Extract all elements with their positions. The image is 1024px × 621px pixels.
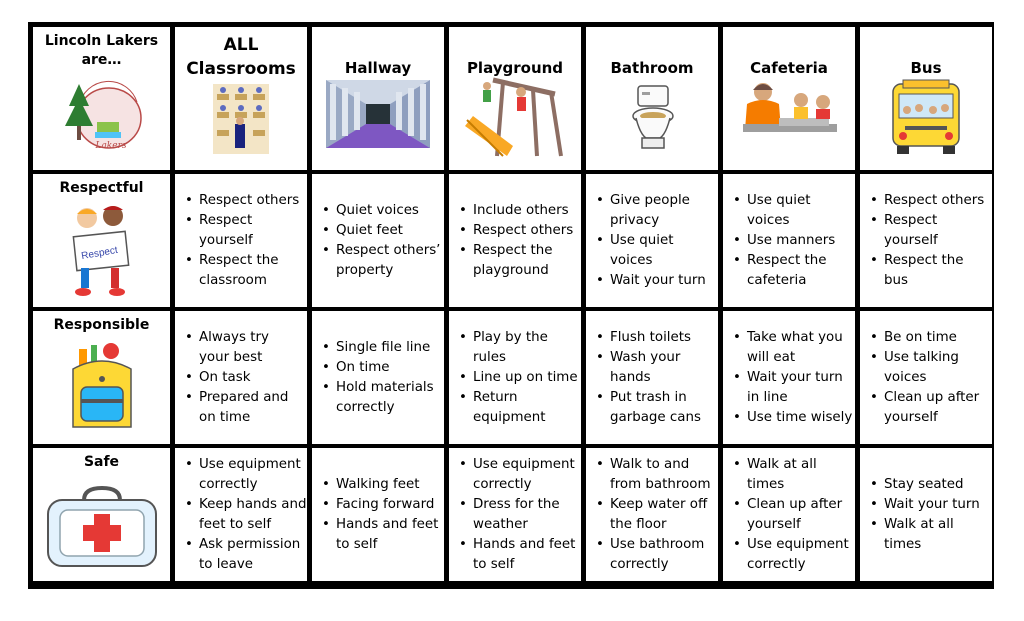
expectation-item: • Dress for the: [459, 495, 579, 515]
cell-safe-bathroom: [586, 448, 718, 581]
expectation-item-continuation: property: [336, 262, 394, 278]
expectation-item: • Facing forward: [322, 495, 442, 515]
expectation-item-continuation: correctly: [336, 399, 395, 415]
expectation-item-continuation: yourself: [199, 232, 253, 248]
expectation-item-continuation: will eat: [747, 349, 796, 365]
expectation-list: [185, 328, 305, 428]
expectation-item-continuation: cafeteria: [747, 272, 807, 288]
expectation-item: • Respect: [185, 211, 305, 231]
col-header-bus: [860, 27, 992, 170]
cell-respectful-hallway: [312, 174, 444, 307]
expectation-item: • Respect the: [733, 251, 853, 271]
cell-responsible-hallway: [312, 311, 444, 444]
expectation-item-continuation: correctly: [747, 556, 806, 572]
expectation-item: • Keep hands and: [185, 495, 305, 515]
svg-text:Lakers: Lakers: [94, 141, 127, 151]
expectation-item: • Use equipment: [185, 455, 305, 475]
expectation-item-continuation: hands: [610, 369, 651, 385]
expectation-item-continuation: garbage cans: [610, 409, 701, 425]
expectation-item-continuation: to leave: [199, 556, 254, 572]
expectation-list: [185, 455, 305, 575]
lincoln-elementary-logo-icon: [59, 76, 145, 156]
playground-icon: [463, 76, 567, 162]
expectation-item: • Respect others: [185, 191, 305, 211]
expectation-item: • Line up on time: [459, 368, 579, 388]
expectation-list: [870, 475, 990, 555]
expectation-item-continuation: yourself: [884, 232, 938, 248]
expectation-item: • Flush toilets: [596, 328, 716, 348]
expectation-item: • On task: [185, 368, 305, 388]
cell-responsible-bus: [860, 311, 992, 444]
expectation-item: • Respect the: [459, 241, 579, 261]
col-header-label: [186, 33, 296, 81]
cell-safe-playground: [449, 448, 581, 581]
expectation-item: • Give people: [596, 191, 716, 211]
expectation-list: [322, 201, 442, 281]
expectation-item: • Quiet voices: [322, 201, 442, 221]
col-header-label: Playground: [466, 59, 564, 77]
expectation-item-continuation: times: [884, 536, 922, 552]
expectation-list: [322, 338, 442, 418]
cell-safe-hallway: [312, 448, 444, 581]
expectation-list: [459, 455, 579, 575]
cell-safe-bus: [860, 448, 992, 581]
expectation-list: [596, 328, 716, 428]
expectation-item-continuation: from bathroom: [610, 476, 711, 492]
expectation-item-continuation: on time: [199, 409, 251, 425]
expectation-list: [870, 328, 990, 428]
expectation-item: • Return: [459, 388, 579, 408]
expectation-item: • Use equipment: [459, 455, 579, 475]
respect-sign-text: Respect: [80, 244, 119, 263]
expectation-item-continuation: classroom: [199, 272, 267, 288]
cell-respectful-cafeteria: [723, 174, 855, 307]
cell-safe-cafeteria: [723, 448, 855, 581]
expectation-list: [459, 201, 579, 281]
corner-title-line2: are…: [81, 52, 122, 68]
col-header-hallway: [312, 27, 444, 170]
expectation-item-continuation: yourself: [884, 409, 938, 425]
expectation-item: • Include others: [459, 201, 579, 221]
row-header-safe: [33, 448, 170, 581]
expectation-item: • Walk to and: [596, 455, 716, 475]
first-aid-kit-icon: [44, 486, 160, 574]
expectation-item: • On time: [322, 358, 442, 378]
expectation-item: • Walking feet: [322, 475, 442, 495]
expectation-item: • Use manners: [733, 231, 853, 251]
col-header-bathroom: [586, 27, 718, 170]
expectation-list: [733, 328, 853, 428]
expectation-item: • Clean up after: [733, 495, 853, 515]
expectation-item: • Respect the: [185, 251, 305, 271]
expectation-item: • Respect others: [459, 221, 579, 241]
expectation-item-continuation: voices: [884, 369, 927, 385]
row-header-label: Safe: [83, 454, 120, 470]
school-bus-icon: [889, 78, 963, 160]
expectation-item: • Wait your turn: [733, 368, 853, 388]
expectation-item-continuation: correctly: [199, 476, 258, 492]
expectation-item-continuation: to self: [336, 536, 378, 552]
expectation-item: • Use time wisely: [733, 408, 853, 428]
expectation-item: • Hands and feet: [459, 535, 579, 555]
expectation-item: • Respect the: [870, 251, 990, 271]
expectation-item: • Wait your turn: [870, 495, 990, 515]
expectation-list: [733, 191, 853, 291]
expectation-item: • Wait your turn: [596, 271, 716, 291]
toilet-icon: [630, 84, 674, 154]
row-header-label: Responsible: [53, 317, 150, 333]
cell-respectful-bathroom: [586, 174, 718, 307]
expectation-item-continuation: feet to self: [199, 516, 272, 532]
expectation-item: • Play by the: [459, 328, 579, 348]
expectation-list: [459, 328, 579, 428]
expectation-item-continuation: the floor: [610, 516, 667, 532]
corner-cell: [33, 27, 170, 170]
expectation-item: • Keep water off: [596, 495, 716, 515]
expectation-item-continuation: to self: [473, 556, 515, 572]
expectation-list: [596, 455, 716, 575]
expectation-item-continuation: yourself: [747, 516, 801, 532]
kids-respect-sign-icon: [67, 204, 137, 302]
row-header-label: Respectful: [59, 180, 144, 196]
col-header-line1: ALL: [223, 35, 259, 55]
classroom-icon: [213, 84, 269, 158]
expectation-item-continuation: rules: [473, 349, 506, 365]
expectation-item: • Use quiet: [733, 191, 853, 211]
expectation-item: • Quiet feet: [322, 221, 442, 241]
expectation-item: • Hands and feet: [322, 515, 442, 535]
col-header-cafeteria: [723, 27, 855, 170]
expectation-list: [322, 475, 442, 555]
corner-title: [45, 32, 158, 70]
expectation-item: • Respect others’: [322, 241, 442, 261]
expectation-item-continuation: times: [747, 476, 785, 492]
col-header-label: Bus: [910, 59, 942, 77]
col-header-label: Cafeteria: [750, 59, 828, 77]
expectation-list: [733, 455, 853, 575]
expectation-item-continuation: correctly: [473, 476, 532, 492]
expectation-item: • Take what you: [733, 328, 853, 348]
expectation-item: • Respect: [870, 211, 990, 231]
expectation-item-continuation: your best: [199, 349, 263, 365]
expectation-item-continuation: privacy: [610, 212, 660, 228]
row-header-respectful: [33, 174, 170, 307]
col-header-label: Hallway: [344, 59, 412, 77]
cell-responsible-cafeteria: [723, 311, 855, 444]
expectation-list: [596, 191, 716, 291]
expectation-item: • Always try: [185, 328, 305, 348]
expectation-item: • Use talking: [870, 348, 990, 368]
col-header-all-classrooms: [175, 27, 307, 170]
hallway-icon: [326, 80, 430, 152]
expectation-item-continuation: voices: [610, 252, 653, 268]
corner-title-line1: Lincoln Lakers: [44, 33, 159, 49]
col-header-playground: [449, 27, 581, 170]
expectation-item-continuation: bus: [884, 272, 908, 288]
expectation-list: [870, 191, 990, 291]
cell-safe-classrooms: [175, 448, 307, 581]
expectation-item: • Respect others: [870, 191, 990, 211]
expectation-item: • Use quiet: [596, 231, 716, 251]
row-header-responsible: [33, 311, 170, 444]
cell-responsible-playground: [449, 311, 581, 444]
cafeteria-icon: [739, 80, 839, 148]
cell-respectful-bus: [860, 174, 992, 307]
cell-responsible-classrooms: [175, 311, 307, 444]
expectation-item: • Use equipment: [733, 535, 853, 555]
expectation-item-continuation: correctly: [610, 556, 669, 572]
cell-respectful-playground: [449, 174, 581, 307]
behavior-matrix: [28, 22, 994, 589]
backpack-icon: [67, 341, 137, 437]
expectation-item: • Hold materials: [322, 378, 442, 398]
expectation-list: [185, 191, 305, 291]
expectation-item-continuation: weather: [473, 516, 528, 532]
expectation-item: • Walk at all: [870, 515, 990, 535]
expectation-item: • Put trash in: [596, 388, 716, 408]
expectation-item: • Walk at all: [733, 455, 853, 475]
expectation-item-continuation: equipment: [473, 409, 546, 425]
expectation-item: • Clean up after: [870, 388, 990, 408]
expectation-item-continuation: playground: [473, 262, 549, 278]
expectation-item: • Stay seated: [870, 475, 990, 495]
expectation-item: • Be on time: [870, 328, 990, 348]
expectation-item: • Wash your: [596, 348, 716, 368]
col-header-line2: Classrooms: [186, 59, 296, 79]
expectation-item: • Single file line: [322, 338, 442, 358]
cell-responsible-bathroom: [586, 311, 718, 444]
expectation-item: • Use bathroom: [596, 535, 716, 555]
expectation-item: • Prepared and: [185, 388, 305, 408]
expectation-item-continuation: in line: [747, 389, 788, 405]
cell-respectful-classrooms: [175, 174, 307, 307]
expectation-item: • Ask permission: [185, 535, 305, 555]
expectation-item-continuation: voices: [747, 212, 790, 228]
col-header-label: Bathroom: [610, 59, 694, 77]
